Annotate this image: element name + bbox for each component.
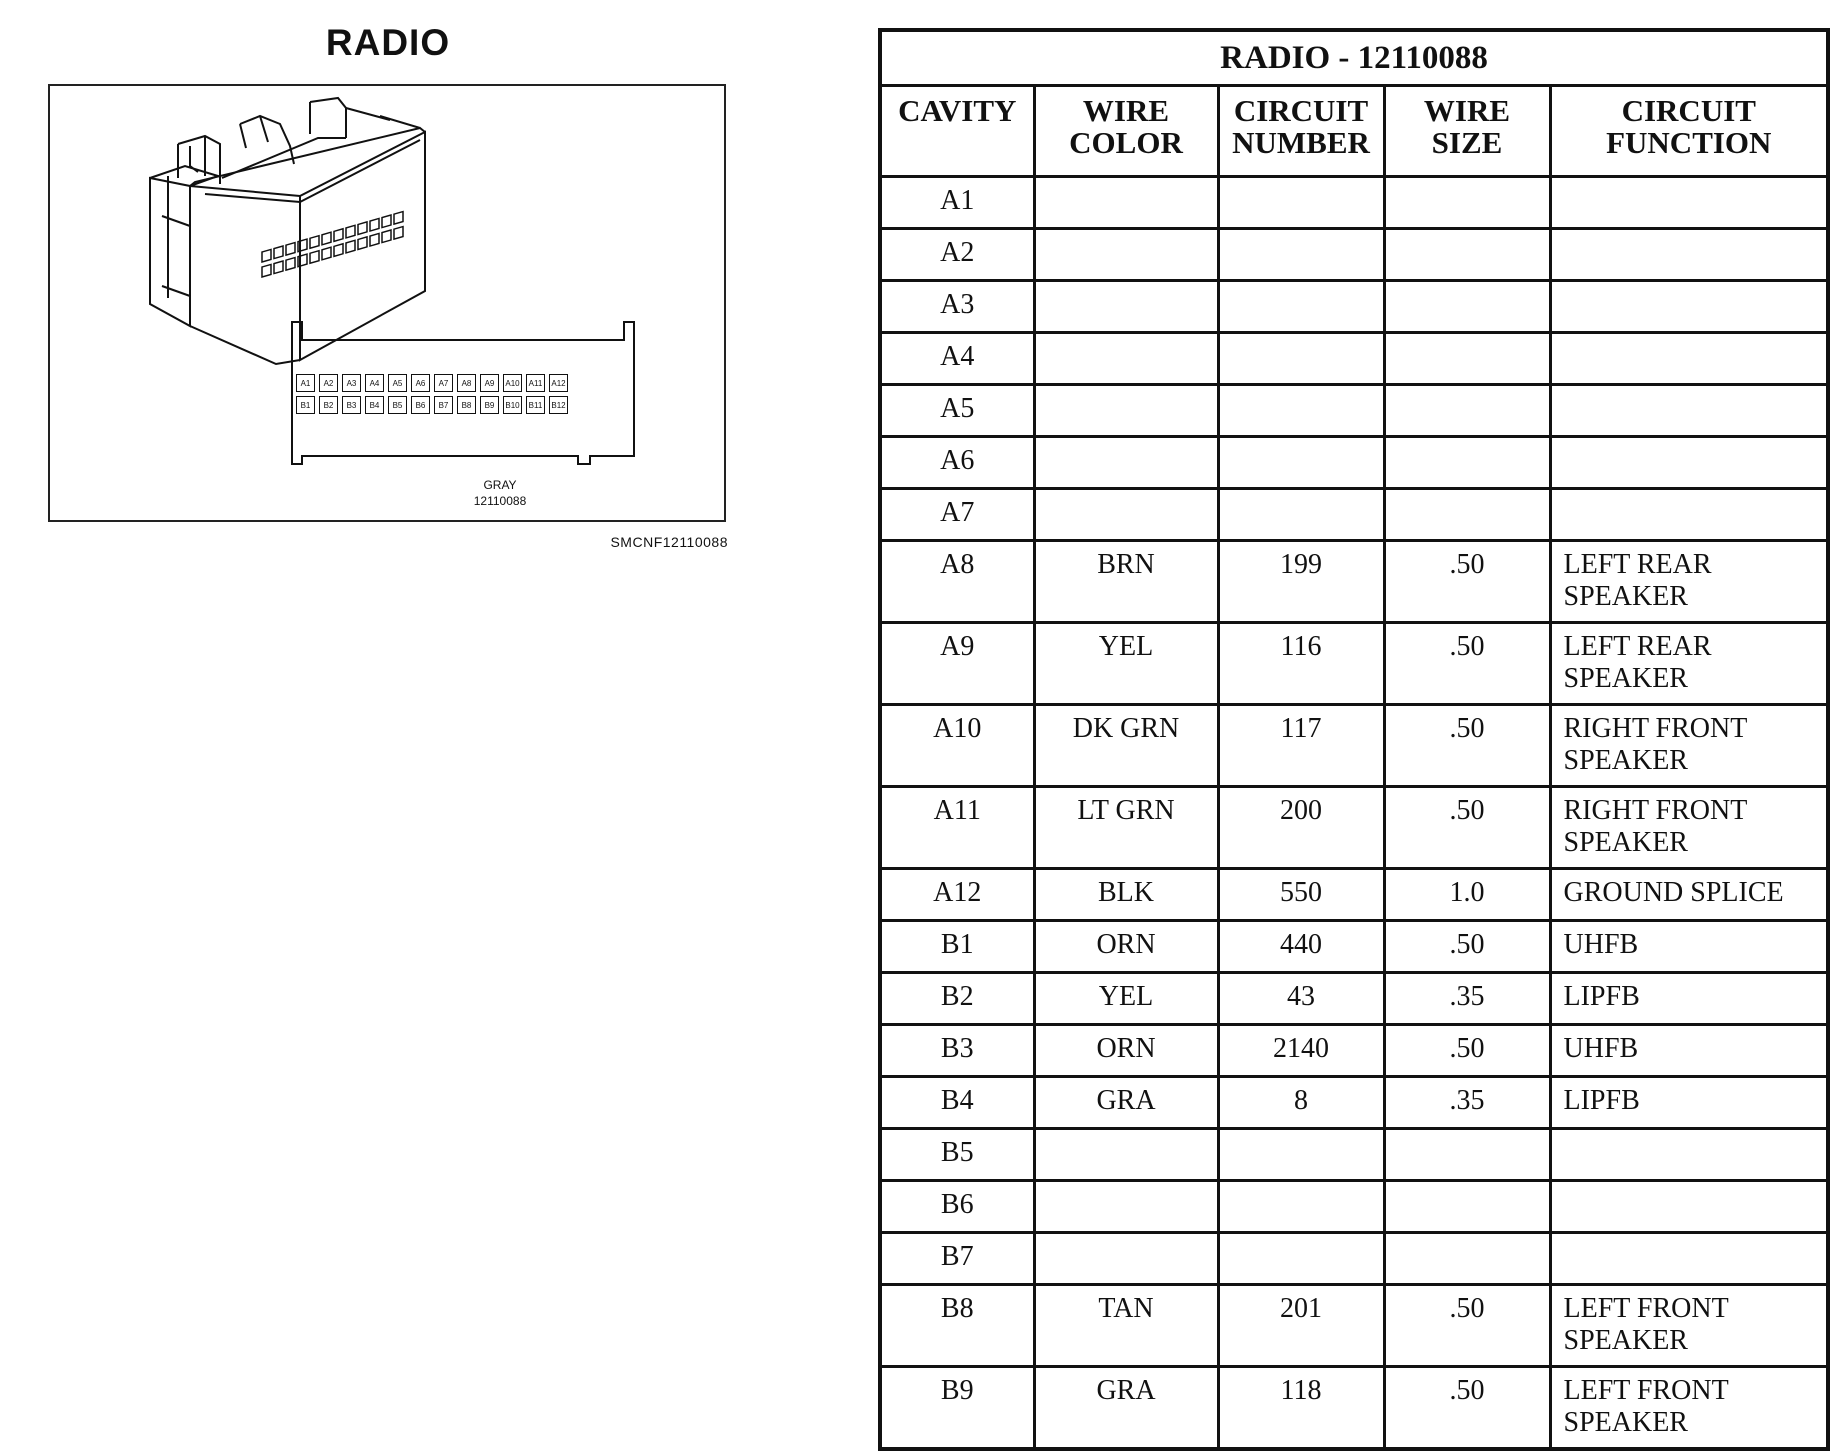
cell-function <box>1550 229 1828 281</box>
cell-size <box>1384 437 1550 489</box>
function-line-2: SPEAKER <box>1563 663 1688 694</box>
cell-size: .50 <box>1384 705 1550 787</box>
cell-size <box>1384 177 1550 229</box>
function-line-2: SPEAKER <box>1563 581 1688 612</box>
table-row <box>880 281 1828 333</box>
table-row <box>880 1181 1828 1233</box>
function-line-1: LEFT REAR <box>1563 631 1712 662</box>
cell-cavity: B7 <box>880 1233 1034 1285</box>
cell-function <box>1550 1285 1828 1367</box>
cell-cavity: B5 <box>880 1129 1034 1181</box>
cell-circuit <box>1218 229 1384 281</box>
function-line-1: LIPFB <box>1563 981 1640 1012</box>
function-line-1: UHFB <box>1563 1033 1639 1064</box>
header-line-2: COLOR <box>1069 125 1183 160</box>
cell-color <box>1034 229 1218 281</box>
cell-function <box>1550 1129 1828 1181</box>
header-cavity-text: CAVITY <box>898 93 1017 128</box>
cell-cavity: A8 <box>880 541 1034 623</box>
cell-function <box>1550 541 1828 623</box>
header-wire-size <box>1384 86 1550 177</box>
cell-function <box>1550 869 1828 921</box>
header-line-2: NUMBER <box>1232 125 1370 160</box>
cell-cavity: A11 <box>880 787 1034 869</box>
cell-color: YEL <box>1034 973 1218 1025</box>
pin-cell: B5 <box>388 396 407 414</box>
connector-face-cavities <box>262 212 403 277</box>
cell-cavity: A3 <box>880 281 1034 333</box>
cell-size: .50 <box>1384 1367 1550 1450</box>
pin-cell: B4 <box>365 396 384 414</box>
function-line-1: RIGHT FRONT <box>1563 713 1748 744</box>
pin-row-a <box>296 374 568 392</box>
pin-cell: B9 <box>480 396 499 414</box>
cell-circuit: 116 <box>1218 623 1384 705</box>
cell-cavity: A7 <box>880 489 1034 541</box>
cell-cavity: A5 <box>880 385 1034 437</box>
cell-function <box>1550 333 1828 385</box>
function-line-1: GROUND SPLICE <box>1563 877 1784 908</box>
cell-cavity: A1 <box>880 177 1034 229</box>
table-row <box>880 623 1828 705</box>
pin-cell: A1 <box>296 374 315 392</box>
table-title: RADIO - 12110088 <box>880 30 1828 86</box>
cell-cavity: B9 <box>880 1367 1034 1450</box>
table-row <box>880 973 1828 1025</box>
cell-size: .50 <box>1384 623 1550 705</box>
cell-size: .50 <box>1384 921 1550 973</box>
cell-function <box>1550 385 1828 437</box>
cell-circuit <box>1218 1181 1384 1233</box>
cell-color: GRA <box>1034 1367 1218 1450</box>
table-row <box>880 705 1828 787</box>
pin-cell: A9 <box>480 374 499 392</box>
table-row <box>880 489 1828 541</box>
table-row <box>880 921 1828 973</box>
header-circuit-number <box>1218 86 1384 177</box>
function-line-2: SPEAKER <box>1563 1407 1688 1438</box>
cell-color: GRA <box>1034 1077 1218 1129</box>
function-line-2: SPEAKER <box>1563 1325 1688 1356</box>
pin-cell: A2 <box>319 374 338 392</box>
cell-cavity: B4 <box>880 1077 1034 1129</box>
table-row <box>880 869 1828 921</box>
cell-color <box>1034 1129 1218 1181</box>
cell-color <box>1034 489 1218 541</box>
cell-color: ORN <box>1034 921 1218 973</box>
cell-function <box>1550 1077 1828 1129</box>
cell-function <box>1550 489 1828 541</box>
pin-cell: B7 <box>434 396 453 414</box>
connector-diagram <box>48 84 726 522</box>
pin-cell: A5 <box>388 374 407 392</box>
cell-cavity: B6 <box>880 1181 1034 1233</box>
pin-cell: A4 <box>365 374 384 392</box>
table-row <box>880 229 1828 281</box>
cell-circuit <box>1218 437 1384 489</box>
header-line-1: CIRCUIT <box>1621 93 1756 128</box>
function-line-1: LIPFB <box>1563 1085 1640 1116</box>
cell-circuit: 440 <box>1218 921 1384 973</box>
cell-color <box>1034 1181 1218 1233</box>
cell-cavity: B3 <box>880 1025 1034 1077</box>
cell-color: TAN <box>1034 1285 1218 1367</box>
cell-circuit: 117 <box>1218 705 1384 787</box>
pinout-body <box>880 177 1828 1450</box>
cell-circuit <box>1218 281 1384 333</box>
cell-cavity: B8 <box>880 1285 1034 1367</box>
cell-function <box>1550 1367 1828 1450</box>
cell-size: .35 <box>1384 973 1550 1025</box>
pin-cell: A7 <box>434 374 453 392</box>
cell-cavity: A10 <box>880 705 1034 787</box>
cell-function <box>1550 973 1828 1025</box>
table-row <box>880 1367 1828 1450</box>
function-line-1: LEFT FRONT <box>1563 1375 1729 1406</box>
cell-size <box>1384 489 1550 541</box>
cell-size <box>1384 385 1550 437</box>
function-line-1: RIGHT FRONT <box>1563 795 1748 826</box>
cell-color: YEL <box>1034 623 1218 705</box>
table-row <box>880 437 1828 489</box>
connector-part-number: 12110088 <box>473 494 527 508</box>
cell-size: 1.0 <box>1384 869 1550 921</box>
cell-color: DK GRN <box>1034 705 1218 787</box>
cell-cavity: A2 <box>880 229 1034 281</box>
table-row <box>880 1285 1828 1367</box>
cell-size: .50 <box>1384 541 1550 623</box>
pin-cell: B10 <box>503 396 522 414</box>
cell-function <box>1550 1181 1828 1233</box>
cell-function <box>1550 787 1828 869</box>
cell-function <box>1550 1025 1828 1077</box>
cell-size: .50 <box>1384 1285 1550 1367</box>
cell-cavity: A12 <box>880 869 1034 921</box>
cell-circuit: 199 <box>1218 541 1384 623</box>
cell-circuit <box>1218 489 1384 541</box>
cell-function <box>1550 705 1828 787</box>
table-row <box>880 177 1828 229</box>
cell-size <box>1384 1181 1550 1233</box>
cell-circuit: 201 <box>1218 1285 1384 1367</box>
cell-circuit: 2140 <box>1218 1025 1384 1077</box>
function-line-1: UHFB <box>1563 929 1639 960</box>
table-row <box>880 1025 1828 1077</box>
pin-cell: B11 <box>526 396 545 414</box>
function-line-2: SPEAKER <box>1563 827 1688 858</box>
cell-circuit <box>1218 1129 1384 1181</box>
cell-size <box>1384 1233 1550 1285</box>
pin-cell: A12 <box>549 374 568 392</box>
pin-row-b <box>296 396 568 414</box>
table-row <box>880 1233 1828 1285</box>
pin-cell: B1 <box>296 396 315 414</box>
table-row <box>880 385 1828 437</box>
pin-cell: A3 <box>342 374 361 392</box>
table-row <box>880 333 1828 385</box>
header-cavity <box>880 86 1034 177</box>
cell-size: .50 <box>1384 1025 1550 1077</box>
cell-function <box>1550 437 1828 489</box>
cell-color: BRN <box>1034 541 1218 623</box>
cell-color <box>1034 437 1218 489</box>
pin-cell: A10 <box>503 374 522 392</box>
pin-cell: A11 <box>526 374 545 392</box>
cell-size <box>1384 281 1550 333</box>
header-line-2: SIZE <box>1431 125 1503 160</box>
table-row <box>880 541 1828 623</box>
cell-circuit: 118 <box>1218 1367 1384 1450</box>
table-row <box>880 1129 1828 1181</box>
figure-code: SMCNF12110088 <box>610 534 728 550</box>
cell-color <box>1034 385 1218 437</box>
cell-circuit <box>1218 177 1384 229</box>
cell-size: .50 <box>1384 787 1550 869</box>
pin-cell: A8 <box>457 374 476 392</box>
cell-function <box>1550 281 1828 333</box>
cell-function <box>1550 623 1828 705</box>
cell-circuit <box>1218 333 1384 385</box>
cell-circuit: 550 <box>1218 869 1384 921</box>
cell-cavity: A4 <box>880 333 1034 385</box>
pin-cell: B2 <box>319 396 338 414</box>
pin-cell: B8 <box>457 396 476 414</box>
pin-cell: B12 <box>549 396 568 414</box>
cell-color <box>1034 177 1218 229</box>
cell-size <box>1384 229 1550 281</box>
table-row <box>880 1077 1828 1129</box>
function-line-1: LEFT REAR <box>1563 549 1712 580</box>
table-row <box>880 787 1828 869</box>
pin-cell: B6 <box>411 396 430 414</box>
header-line-1: WIRE <box>1423 93 1511 128</box>
connector-title: RADIO <box>325 22 451 63</box>
cell-circuit <box>1218 1233 1384 1285</box>
cell-size <box>1384 1129 1550 1181</box>
cell-function <box>1550 177 1828 229</box>
cell-color: BLK <box>1034 869 1218 921</box>
function-line-2: SPEAKER <box>1563 745 1688 776</box>
cell-cavity: A6 <box>880 437 1034 489</box>
pin-cell: A6 <box>411 374 430 392</box>
pinout-table <box>878 28 1830 1451</box>
pin-cell: B3 <box>342 396 361 414</box>
header-line-1: WIRE <box>1082 93 1170 128</box>
header-circuit-function <box>1550 86 1828 177</box>
cell-circuit: 8 <box>1218 1077 1384 1129</box>
cell-size <box>1384 333 1550 385</box>
connector-color-label: GRAY <box>483 478 517 492</box>
header-wire-color <box>1034 86 1218 177</box>
cell-circuit: 43 <box>1218 973 1384 1025</box>
cell-color: ORN <box>1034 1025 1218 1077</box>
cell-color <box>1034 1233 1218 1285</box>
cell-circuit: 200 <box>1218 787 1384 869</box>
cell-color <box>1034 333 1218 385</box>
cell-color: LT GRN <box>1034 787 1218 869</box>
cell-size: .35 <box>1384 1077 1550 1129</box>
cell-color <box>1034 281 1218 333</box>
connector-drawing <box>50 86 728 524</box>
cell-cavity: B1 <box>880 921 1034 973</box>
cell-function <box>1550 921 1828 973</box>
pin-grid <box>296 374 568 414</box>
header-line-1: CIRCUIT <box>1233 93 1369 128</box>
cell-cavity: B2 <box>880 973 1034 1025</box>
cell-circuit <box>1218 385 1384 437</box>
function-line-1: LEFT FRONT <box>1563 1293 1729 1324</box>
header-line-2: FUNCTION <box>1606 125 1772 160</box>
pinout-table-wrapper <box>878 28 1826 1451</box>
cell-cavity: A9 <box>880 623 1034 705</box>
cell-function <box>1550 1233 1828 1285</box>
